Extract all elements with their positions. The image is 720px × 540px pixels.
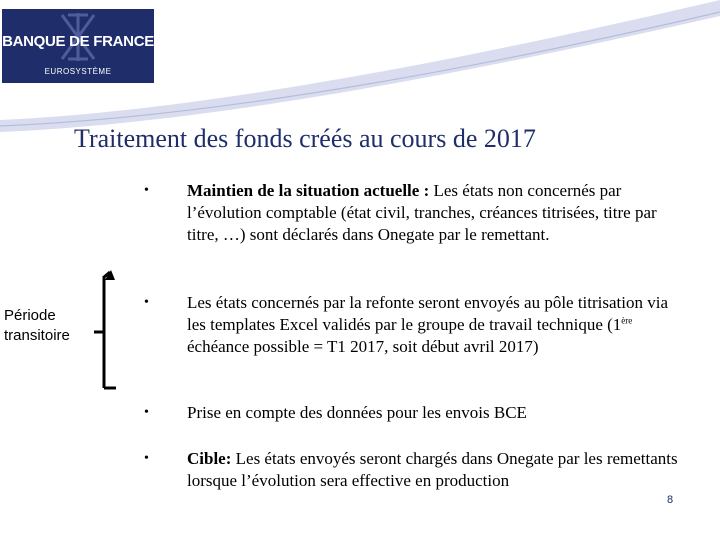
bullet-icon: •	[144, 183, 149, 198]
period-label-line1: Période	[4, 307, 56, 324]
bullet-text: Prise en compte des données pour les envois BCE	[187, 403, 527, 422]
period-label	[4, 306, 70, 346]
bullet-body: Les états non concernés par l’évolution comptable (état civil, tranches, créances titrisées, titre par titre, …) sont déclarés dans Onegate par le remettant.	[187, 181, 657, 244]
bullet-icon: •	[144, 451, 149, 466]
bullet-icon: •	[144, 405, 149, 420]
page-title: Traitement des fonds créés au cours de 2017	[74, 124, 536, 153]
bullet-item-4	[144, 448, 687, 492]
period-bracket-icon	[90, 268, 130, 398]
bullet-text	[187, 292, 687, 358]
bullet-bold-lead: Cible:	[187, 449, 232, 468]
page-number: 8	[667, 494, 674, 506]
header-swoosh	[0, 0, 720, 140]
bullet-superscript: ère	[621, 315, 633, 326]
logo-name: BANQUE DE FRANCE	[2, 33, 154, 50]
bullet-bold-lead: Maintien de la situation actuelle :	[187, 181, 430, 200]
logo-subtitle: EUROSYSTÈME	[44, 67, 112, 76]
bullet-body-after: échéance possible = T1 2017, soit début avril 2017)	[187, 337, 539, 356]
bullet-item-3	[144, 402, 687, 424]
bullet-item-1	[144, 180, 687, 246]
bullet-text	[187, 180, 687, 246]
bullet-text	[187, 448, 687, 492]
bullet-icon: •	[144, 295, 149, 310]
bullet-item-2	[144, 292, 687, 358]
bullet-body: Les états envoyés seront chargés dans Onegate par les remettants lorsque l’évolution sera effective en production	[187, 449, 678, 490]
bullet-body-before: Les états concernés par la refonte seront envoyés au pôle titrisation via les templates Excel validés par le groupe de travail technique (1	[187, 293, 669, 334]
period-label-line2: transitoire	[4, 327, 70, 344]
